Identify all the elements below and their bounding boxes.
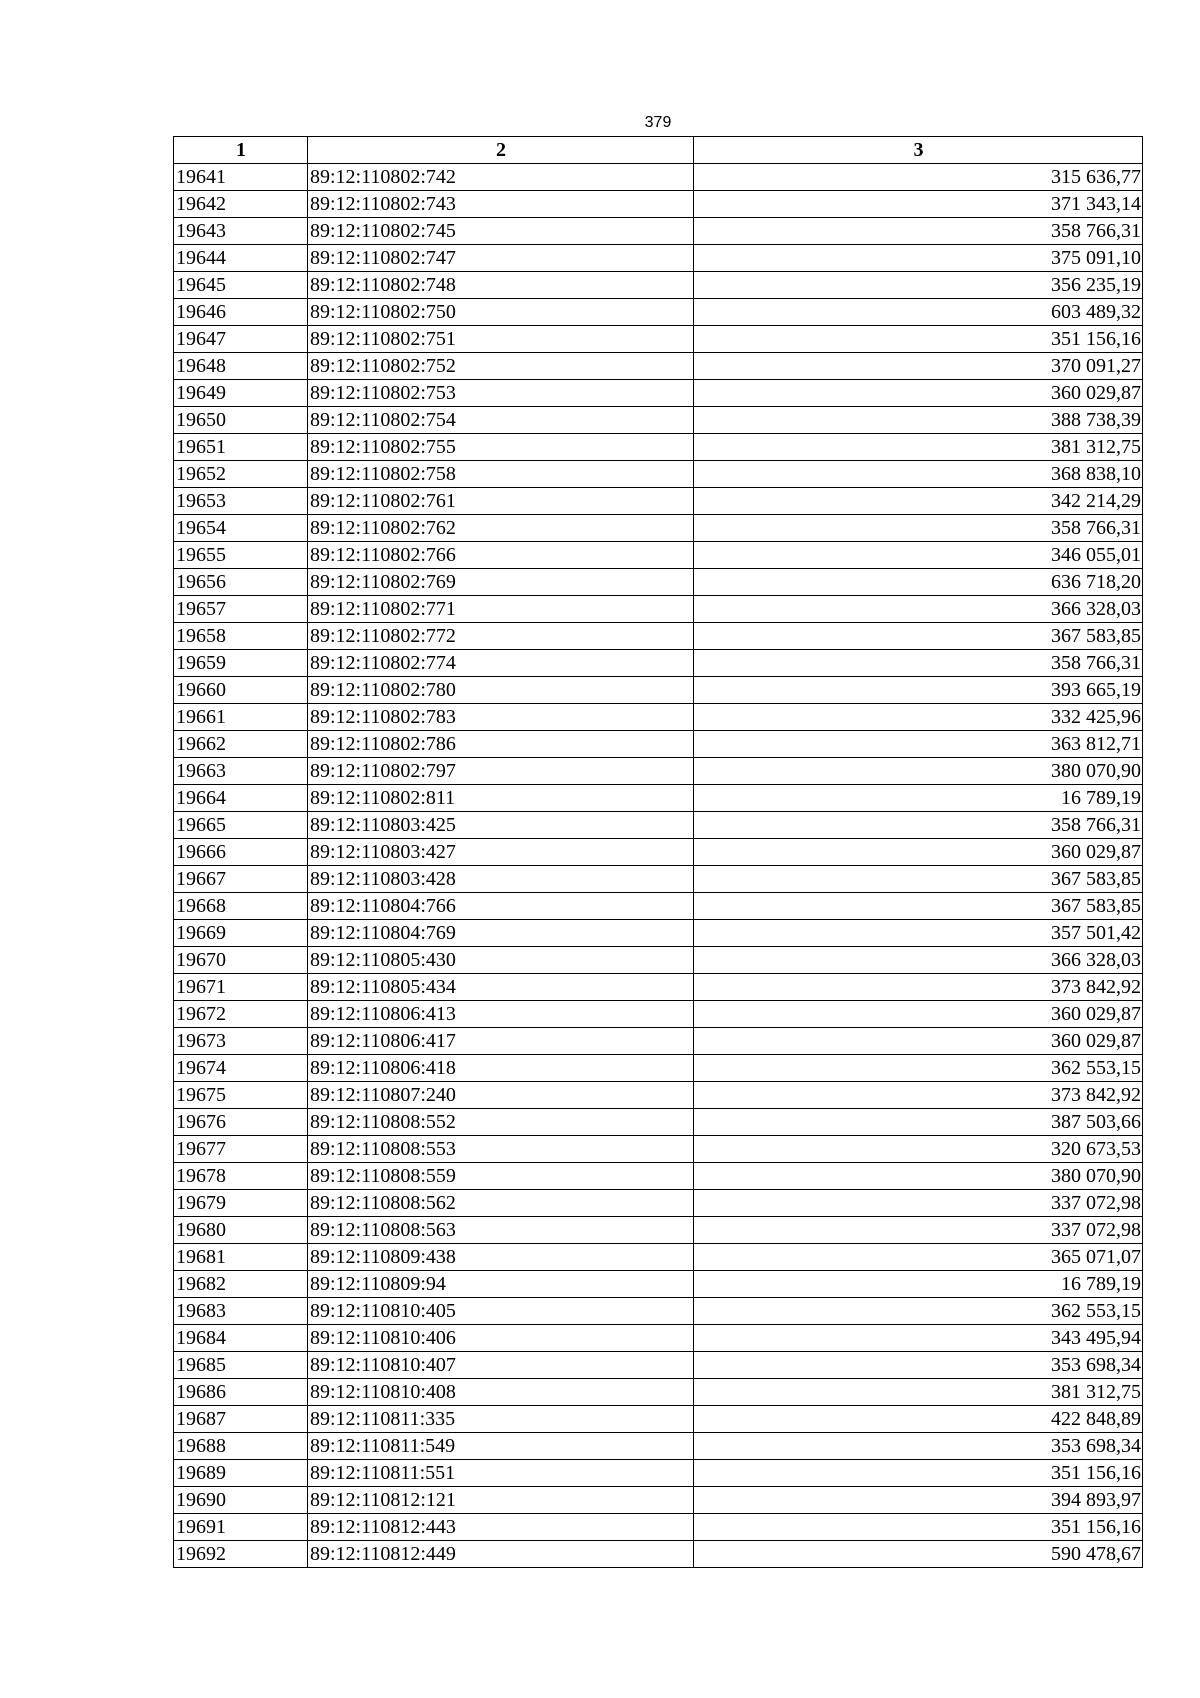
table-row	[174, 1028, 1143, 1055]
table-row	[174, 569, 1143, 596]
table-row	[174, 974, 1143, 1001]
cadastral-number-cell: 89:12:110806:413	[308, 1001, 694, 1028]
cadastral-number-cell: 89:12:110802:772	[308, 623, 694, 650]
row-number-cell: 19648	[174, 353, 308, 380]
table-row	[174, 1001, 1143, 1028]
table-row	[174, 893, 1143, 920]
row-number-cell: 19685	[174, 1352, 308, 1379]
table-row	[174, 704, 1143, 731]
row-number-cell: 19651	[174, 434, 308, 461]
row-number-cell: 19658	[174, 623, 308, 650]
cadastral-number-cell: 89:12:110805:434	[308, 974, 694, 1001]
row-number-cell: 19687	[174, 1406, 308, 1433]
cadastral-number-cell: 89:12:110802:797	[308, 758, 694, 785]
table-row	[174, 515, 1143, 542]
row-number-cell: 19652	[174, 461, 308, 488]
cadastral-number-cell: 89:12:110811:549	[308, 1433, 694, 1460]
value-cell: 362 553,15	[694, 1298, 1143, 1325]
row-number-cell: 19679	[174, 1190, 308, 1217]
value-cell: 351 156,16	[694, 326, 1143, 353]
row-number-cell: 19688	[174, 1433, 308, 1460]
row-number-cell: 19666	[174, 839, 308, 866]
table-row	[174, 353, 1143, 380]
cadastral-number-cell: 89:12:110802:783	[308, 704, 694, 731]
column-header-2: 2	[308, 137, 694, 164]
cadastral-number-cell: 89:12:110802:780	[308, 677, 694, 704]
row-number-cell: 19664	[174, 785, 308, 812]
cadastral-number-cell: 89:12:110804:769	[308, 920, 694, 947]
table-row	[174, 1352, 1143, 1379]
value-cell: 388 738,39	[694, 407, 1143, 434]
cadastral-number-cell: 89:12:110809:438	[308, 1244, 694, 1271]
cadastral-number-cell: 89:12:110802:811	[308, 785, 694, 812]
row-number-cell: 19669	[174, 920, 308, 947]
cadastral-number-cell: 89:12:110802:771	[308, 596, 694, 623]
row-number-cell: 19673	[174, 1028, 308, 1055]
data-table	[173, 136, 1143, 1568]
table-row	[174, 542, 1143, 569]
table-row	[174, 1082, 1143, 1109]
row-number-cell: 19682	[174, 1271, 308, 1298]
cadastral-number-cell: 89:12:110810:408	[308, 1379, 694, 1406]
row-number-cell: 19656	[174, 569, 308, 596]
row-number-cell: 19672	[174, 1001, 308, 1028]
row-number-cell: 19677	[174, 1136, 308, 1163]
row-number-cell: 19642	[174, 191, 308, 218]
value-cell: 357 501,42	[694, 920, 1143, 947]
row-number-cell: 19689	[174, 1460, 308, 1487]
value-cell: 353 698,34	[694, 1433, 1143, 1460]
cadastral-number-cell: 89:12:110808:563	[308, 1217, 694, 1244]
row-number-cell: 19668	[174, 893, 308, 920]
cadastral-number-cell: 89:12:110812:121	[308, 1487, 694, 1514]
value-cell: 351 156,16	[694, 1514, 1143, 1541]
table-row	[174, 758, 1143, 785]
cadastral-number-cell: 89:12:110805:430	[308, 947, 694, 974]
table-row	[174, 461, 1143, 488]
value-cell: 320 673,53	[694, 1136, 1143, 1163]
value-cell: 368 838,10	[694, 461, 1143, 488]
row-number-cell: 19675	[174, 1082, 308, 1109]
cadastral-number-cell: 89:12:110802:753	[308, 380, 694, 407]
table-row	[174, 677, 1143, 704]
table-row	[174, 245, 1143, 272]
row-number-cell: 19647	[174, 326, 308, 353]
value-cell: 360 029,87	[694, 839, 1143, 866]
row-number-cell: 19692	[174, 1541, 308, 1568]
cadastral-number-cell: 89:12:110803:428	[308, 866, 694, 893]
cadastral-number-cell: 89:12:110810:405	[308, 1298, 694, 1325]
table-row	[174, 1541, 1143, 1568]
cadastral-number-cell: 89:12:110802:769	[308, 569, 694, 596]
table-body	[174, 164, 1143, 1568]
cadastral-number-cell: 89:12:110807:240	[308, 1082, 694, 1109]
table-row	[174, 1271, 1143, 1298]
table-row	[174, 272, 1143, 299]
row-number-cell: 19663	[174, 758, 308, 785]
cadastral-number-cell: 89:12:110802:743	[308, 191, 694, 218]
value-cell: 636 718,20	[694, 569, 1143, 596]
row-number-cell: 19683	[174, 1298, 308, 1325]
value-cell: 356 235,19	[694, 272, 1143, 299]
table-row	[174, 785, 1143, 812]
row-number-cell: 19671	[174, 974, 308, 1001]
table-row	[174, 596, 1143, 623]
cadastral-number-cell: 89:12:110803:427	[308, 839, 694, 866]
cadastral-number-cell: 89:12:110802:742	[308, 164, 694, 191]
table-row	[174, 1109, 1143, 1136]
table-row	[174, 191, 1143, 218]
row-number-cell: 19690	[174, 1487, 308, 1514]
table-row	[174, 299, 1143, 326]
table-row	[174, 407, 1143, 434]
value-cell: 358 766,31	[694, 218, 1143, 245]
table-row	[174, 1460, 1143, 1487]
cadastral-number-cell: 89:12:110802:755	[308, 434, 694, 461]
value-cell: 373 842,92	[694, 1082, 1143, 1109]
table-row	[174, 1163, 1143, 1190]
value-cell: 603 489,32	[694, 299, 1143, 326]
value-cell: 381 312,75	[694, 434, 1143, 461]
value-cell: 381 312,75	[694, 1379, 1143, 1406]
cadastral-number-cell: 89:12:110811:335	[308, 1406, 694, 1433]
row-number-cell: 19670	[174, 947, 308, 974]
value-cell: 367 583,85	[694, 623, 1143, 650]
row-number-cell: 19681	[174, 1244, 308, 1271]
cadastral-number-cell: 89:12:110808:553	[308, 1136, 694, 1163]
cadastral-number-cell: 89:12:110808:552	[308, 1109, 694, 1136]
value-cell: 16 789,19	[694, 1271, 1143, 1298]
row-number-cell: 19646	[174, 299, 308, 326]
row-number-cell: 19643	[174, 218, 308, 245]
row-number-cell: 19665	[174, 812, 308, 839]
value-cell: 16 789,19	[694, 785, 1143, 812]
row-number-cell: 19661	[174, 704, 308, 731]
table-row	[174, 1514, 1143, 1541]
table-row	[174, 1217, 1143, 1244]
table-row	[174, 920, 1143, 947]
row-number-cell: 19650	[174, 407, 308, 434]
cadastral-number-cell: 89:12:110806:418	[308, 1055, 694, 1082]
table-row	[174, 1433, 1143, 1460]
cadastral-number-cell: 89:12:110809:94	[308, 1271, 694, 1298]
cadastral-number-cell: 89:12:110802:754	[308, 407, 694, 434]
cadastral-number-cell: 89:12:110802:766	[308, 542, 694, 569]
value-cell: 346 055,01	[694, 542, 1143, 569]
cadastral-number-cell: 89:12:110802:745	[308, 218, 694, 245]
table-row	[174, 488, 1143, 515]
row-number-cell: 19680	[174, 1217, 308, 1244]
cadastral-number-cell: 89:12:110811:551	[308, 1460, 694, 1487]
column-header-1: 1	[174, 137, 308, 164]
table-row	[174, 947, 1143, 974]
table-row	[174, 218, 1143, 245]
table-header	[174, 137, 1143, 164]
value-cell: 353 698,34	[694, 1352, 1143, 1379]
row-number-cell: 19686	[174, 1379, 308, 1406]
row-number-cell: 19684	[174, 1325, 308, 1352]
cadastral-number-cell: 89:12:110810:406	[308, 1325, 694, 1352]
cadastral-number-cell: 89:12:110802:762	[308, 515, 694, 542]
cadastral-number-cell: 89:12:110812:443	[308, 1514, 694, 1541]
cadastral-number-cell: 89:12:110802:747	[308, 245, 694, 272]
cadastral-number-cell: 89:12:110810:407	[308, 1352, 694, 1379]
cadastral-number-cell: 89:12:110808:562	[308, 1190, 694, 1217]
row-number-cell: 19667	[174, 866, 308, 893]
table-row	[174, 839, 1143, 866]
row-number-cell: 19654	[174, 515, 308, 542]
value-cell: 332 425,96	[694, 704, 1143, 731]
row-number-cell: 19653	[174, 488, 308, 515]
row-number-cell: 19659	[174, 650, 308, 677]
row-number-cell: 19645	[174, 272, 308, 299]
table-row	[174, 1406, 1143, 1433]
value-cell: 366 328,03	[694, 596, 1143, 623]
row-number-cell: 19691	[174, 1514, 308, 1541]
header-row	[174, 137, 1143, 164]
cadastral-number-cell: 89:12:110808:559	[308, 1163, 694, 1190]
table-row	[174, 1136, 1143, 1163]
value-cell: 370 091,27	[694, 353, 1143, 380]
table-row	[174, 434, 1143, 461]
cadastral-number-cell: 89:12:110802:758	[308, 461, 694, 488]
cadastral-number-cell: 89:12:110804:766	[308, 893, 694, 920]
value-cell: 360 029,87	[694, 380, 1143, 407]
row-number-cell: 19674	[174, 1055, 308, 1082]
table-row	[174, 1244, 1143, 1271]
value-cell: 363 812,71	[694, 731, 1143, 758]
value-cell: 315 636,77	[694, 164, 1143, 191]
row-number-cell: 19641	[174, 164, 308, 191]
value-cell: 358 766,31	[694, 515, 1143, 542]
row-number-cell: 19655	[174, 542, 308, 569]
value-cell: 422 848,89	[694, 1406, 1143, 1433]
table-row	[174, 1379, 1143, 1406]
value-cell: 343 495,94	[694, 1325, 1143, 1352]
value-cell: 337 072,98	[694, 1190, 1143, 1217]
table-row	[174, 650, 1143, 677]
row-number-cell: 19676	[174, 1109, 308, 1136]
value-cell: 380 070,90	[694, 758, 1143, 785]
value-cell: 387 503,66	[694, 1109, 1143, 1136]
row-number-cell: 19662	[174, 731, 308, 758]
value-cell: 380 070,90	[694, 1163, 1143, 1190]
row-number-cell: 19644	[174, 245, 308, 272]
value-cell: 351 156,16	[694, 1460, 1143, 1487]
value-cell: 394 893,97	[694, 1487, 1143, 1514]
cadastral-number-cell: 89:12:110812:449	[308, 1541, 694, 1568]
cadastral-number-cell: 89:12:110802:761	[308, 488, 694, 515]
cadastral-number-cell: 89:12:110802:750	[308, 299, 694, 326]
value-cell: 360 029,87	[694, 1001, 1143, 1028]
cadastral-number-cell: 89:12:110806:417	[308, 1028, 694, 1055]
value-cell: 590 478,67	[694, 1541, 1143, 1568]
table-row	[174, 1190, 1143, 1217]
table-row	[174, 731, 1143, 758]
value-cell: 367 583,85	[694, 866, 1143, 893]
page-number: 379	[644, 114, 672, 131]
value-cell: 373 842,92	[694, 974, 1143, 1001]
value-cell: 358 766,31	[694, 650, 1143, 677]
cadastral-number-cell: 89:12:110803:425	[308, 812, 694, 839]
table-row	[174, 326, 1143, 353]
table-row	[174, 1487, 1143, 1514]
cadastral-number-cell: 89:12:110802:752	[308, 353, 694, 380]
cadastral-number-cell: 89:12:110802:748	[308, 272, 694, 299]
value-cell: 365 071,07	[694, 1244, 1143, 1271]
row-number-cell: 19678	[174, 1163, 308, 1190]
row-number-cell: 19660	[174, 677, 308, 704]
value-cell: 366 328,03	[694, 947, 1143, 974]
table-row	[174, 866, 1143, 893]
table-row	[174, 164, 1143, 191]
row-number-cell: 19657	[174, 596, 308, 623]
value-cell: 393 665,19	[694, 677, 1143, 704]
table-row	[174, 380, 1143, 407]
value-cell: 362 553,15	[694, 1055, 1143, 1082]
value-cell: 337 072,98	[694, 1217, 1143, 1244]
table-row	[174, 812, 1143, 839]
value-cell: 367 583,85	[694, 893, 1143, 920]
value-cell: 342 214,29	[694, 488, 1143, 515]
cadastral-number-cell: 89:12:110802:751	[308, 326, 694, 353]
value-cell: 358 766,31	[694, 812, 1143, 839]
table-row	[174, 1298, 1143, 1325]
row-number-cell: 19649	[174, 380, 308, 407]
value-cell: 375 091,10	[694, 245, 1143, 272]
table-row	[174, 623, 1143, 650]
table-row	[174, 1325, 1143, 1352]
cadastral-number-cell: 89:12:110802:774	[308, 650, 694, 677]
value-cell: 371 343,14	[694, 191, 1143, 218]
table-row	[174, 1055, 1143, 1082]
value-cell: 360 029,87	[694, 1028, 1143, 1055]
cadastral-number-cell: 89:12:110802:786	[308, 731, 694, 758]
column-header-3: 3	[694, 137, 1143, 164]
